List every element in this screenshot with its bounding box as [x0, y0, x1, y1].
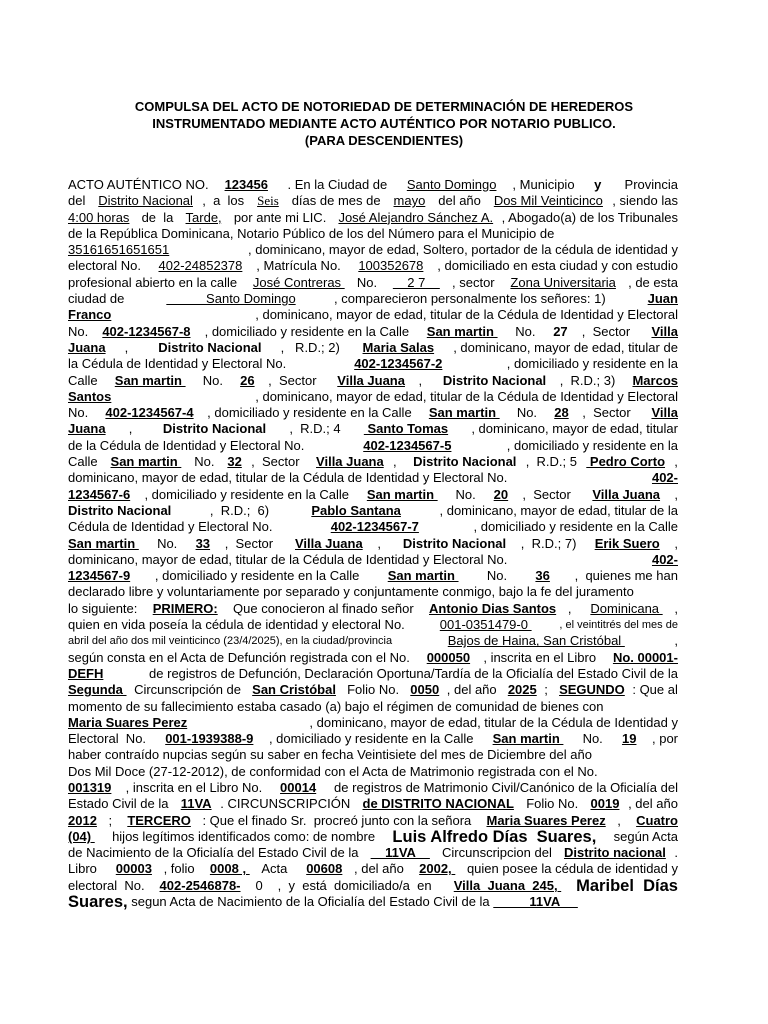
text-segment: Segunda [68, 682, 127, 698]
text-segment: 35161651651651 [68, 242, 170, 258]
text-segment: ciudad de [68, 291, 128, 307]
body-line [68, 242, 678, 258]
text-segment: , Sector [251, 454, 307, 470]
text-segment: por ante mi LIC. [230, 209, 330, 225]
text-segment: Villa [651, 323, 678, 339]
text-segment: declarado libre y voluntariamente por separado y conjuntamente conmigo, bajo la fe del juramento [68, 584, 634, 600]
text-segment: 2012 [68, 812, 97, 828]
title-line-3: (PARA DESCENDIENTES) [304, 133, 464, 148]
text-segment: San Cristóbal [252, 682, 336, 698]
text-segment: , [128, 421, 140, 437]
text-segment: 20 [493, 486, 509, 502]
text-segment: Cédula de Identidad y Electoral No. [68, 519, 277, 535]
text-segment: Franco [68, 307, 112, 323]
text-segment: No. [199, 372, 227, 388]
text-segment: , Matrícula No. [256, 258, 345, 274]
text-segment: , dominicano, mayor de edad, titular [471, 421, 678, 437]
text-segment: Pedro Corto [586, 454, 666, 470]
body-line [68, 878, 678, 894]
text-segment: SEGUNDO [559, 682, 625, 698]
text-segment: Cuatro [636, 812, 678, 828]
text-segment: , Sector [581, 323, 638, 339]
text-segment: electoral No. [68, 258, 145, 274]
text-segment: , domiciliado y residente en la Calle [154, 568, 363, 584]
text-segment: 33 [195, 535, 211, 551]
text-segment: días de mes de [288, 193, 385, 209]
text-segment: , [674, 600, 678, 616]
text-segment: Calle [68, 372, 102, 388]
text-segment: de la Cédula de Identidad y Electoral No. [68, 437, 308, 453]
text-segment: No. [511, 323, 540, 339]
text-segment: Antonio Dias Santos [429, 600, 557, 616]
text-segment: , domiciliado y residente en la Calle [207, 405, 416, 421]
text-segment: José Alejandro Sánchez A. [338, 209, 494, 225]
text-segment: , inscrita en el Libro [483, 649, 600, 665]
text-segment: No. [190, 454, 219, 470]
text-segment: , a los [202, 193, 248, 209]
text-segment: , dominicano, mayor de edad, Soltero, portador de la cédula de identidad y [248, 242, 678, 258]
text-segment: , [418, 372, 430, 388]
text-segment: , del año [628, 796, 678, 812]
text-segment: Villa [651, 405, 678, 421]
text-segment: , del año [446, 682, 501, 698]
text-segment: 0050 [410, 682, 440, 698]
text-segment: 1234567-6 [68, 486, 131, 502]
text-segment: Juana [68, 339, 106, 355]
body-line [68, 210, 678, 226]
text-segment: , dominicano, mayor de edad, titular de la Cédula de Identidad y Electoral [255, 388, 678, 404]
text-segment: dominicano, mayor de edad, titular de la Cédula de Identidad y Electoral No. [68, 470, 511, 486]
text-segment: 26 [240, 372, 255, 388]
body-line [68, 536, 678, 552]
text-segment: . CIRCUNSCRIPCIÓN [220, 796, 354, 812]
text-segment: Calle [68, 454, 102, 470]
body-line [68, 454, 678, 470]
body-line [68, 894, 678, 910]
text-segment: José Contreras [252, 274, 345, 290]
text-segment: Folio No. [522, 796, 582, 812]
text-segment: 0 [255, 877, 263, 893]
text-segment: PRIMERO: [152, 600, 218, 616]
text-segment: 100352678 [358, 258, 424, 274]
text-segment: Distrito Nacional [98, 193, 193, 209]
text-segment: Maria Salas [362, 339, 435, 355]
document-body [68, 177, 678, 910]
text-segment: San martin [114, 372, 186, 388]
text-segment: , domiciliado y residente en la Calle [473, 519, 678, 535]
text-segment: del [68, 193, 89, 209]
text-segment: 11VA [180, 796, 212, 812]
text-segment: Santo Tomas [363, 421, 449, 437]
text-segment: Tarde, [185, 209, 222, 225]
body-line [68, 682, 678, 698]
text-segment: San martin [428, 405, 500, 421]
body-line [68, 438, 678, 454]
text-segment: haber contraído nupcias según su saber en fecha Veintisiete del mes de Diciembre del año [68, 747, 592, 763]
body-line [68, 324, 678, 340]
text-segment: de la República Dominicana, Notario Público de los del Número para el Municipio de [68, 225, 555, 241]
text-segment: , domiciliado y residente en la Calle [204, 323, 413, 339]
text-segment: 00014 [280, 779, 317, 795]
text-segment: 402-1234567-4 [105, 405, 194, 421]
text-segment: 0008 , [209, 861, 250, 877]
body-line [68, 699, 678, 715]
text-segment: No. 00001- [612, 649, 678, 665]
body-line [68, 552, 678, 568]
body-line [68, 617, 678, 633]
text-segment: , dominicano, mayor de edad, titular de la Cédula de Identidad y [309, 714, 678, 730]
text-segment: Villa Juana [316, 454, 384, 470]
text-segment: San martin [366, 486, 438, 502]
text-segment: la Cédula de Identidad y Electoral No. [68, 356, 290, 372]
text-segment: No. [578, 731, 607, 747]
text-segment: Santos [68, 388, 112, 404]
body-line [68, 568, 678, 584]
text-segment: profesional abierto en la calle [68, 274, 241, 290]
text-segment: , de esta [628, 274, 678, 290]
text-segment: Electoral No. [68, 731, 150, 747]
text-segment: Distrito Nacional [162, 421, 267, 437]
text-segment: 2 7 [392, 274, 440, 290]
text-segment: , R.D.; 2) [280, 339, 344, 355]
text-segment: Juana [68, 421, 106, 437]
text-segment: Distrito Nacional [158, 339, 262, 355]
text-segment: según Acta [610, 828, 678, 844]
text-segment: Villa Juana 245, [453, 877, 562, 893]
text-segment: , [377, 535, 389, 551]
text-segment: , [124, 339, 140, 355]
text-segment: hijos legítimos identificados como: de nombre [108, 828, 379, 844]
text-segment: , siendo las [612, 193, 678, 209]
text-segment: , folio [163, 861, 199, 877]
body-line [68, 633, 678, 649]
text-segment: No. [68, 405, 92, 421]
text-segment: Villa Juana [337, 372, 405, 388]
body-line [68, 601, 678, 617]
body-line [68, 291, 678, 307]
text-segment: de la [137, 209, 177, 225]
text-segment: , por [651, 731, 678, 747]
text-segment: DEFH [68, 665, 104, 681]
text-segment: Santo Domingo [406, 177, 497, 192]
text-segment: 402-1234567-8 [102, 323, 191, 339]
text-segment: Distrito Nacional [413, 454, 517, 470]
body-line [68, 193, 678, 209]
text-segment: 402-1234567-5 [363, 437, 452, 453]
text-segment: , dominicano, mayor de edad, titular de la Cédula de Identidad y Electoral [255, 307, 678, 323]
text-segment: Libro [68, 861, 105, 877]
text-segment: quien en vida poseía la cédula de identidad y electoral No. [68, 617, 413, 633]
text-segment: mayo [393, 193, 426, 209]
text-segment: Villa Juana [295, 535, 363, 551]
text-segment: 000050 [426, 649, 471, 665]
text-segment: y [594, 177, 602, 192]
text-segment: 001-1939388-9 [165, 731, 254, 747]
text-segment: , inscrita en el Libro No. [125, 779, 266, 795]
text-segment: 36 [535, 568, 550, 584]
text-segment: 402-2546878- [159, 877, 241, 893]
body-line [68, 666, 678, 682]
text-segment: Maria Suares Perez [486, 812, 606, 828]
text-segment: electoral No. [68, 877, 145, 893]
text-segment: Dos Mil Doce (27-12-2012), de conformidad con el Acta de Matrimonio registrada con el No. [68, 763, 598, 779]
text-segment: 402- [651, 470, 678, 486]
body-line [68, 373, 678, 389]
text-segment: de DISTRITO NACIONAL [362, 796, 514, 812]
text-segment: San martin [387, 568, 459, 584]
body-line [68, 764, 678, 780]
text-segment: Marcos [632, 372, 678, 388]
text-segment: , el veintitrés del mes de [559, 619, 678, 632]
text-segment: Santo Domingo [166, 291, 296, 307]
text-segment: , Sector [268, 372, 324, 388]
text-segment: , del año [354, 861, 408, 877]
text-segment: dominicano, mayor de edad, titular de la Cédula de Identidad y Electoral No. [68, 551, 511, 567]
text-segment: Folio No. [343, 682, 403, 698]
text-segment: 402-1234567-7 [330, 519, 419, 535]
text-segment: , quienes me han [574, 568, 678, 584]
body-line [68, 731, 678, 747]
text-segment: 4:00 horas [68, 209, 130, 225]
text-segment: ; [544, 682, 552, 698]
body-line [68, 177, 678, 193]
body-line [68, 829, 678, 845]
text-segment: , [674, 486, 678, 502]
text-segment: , [674, 535, 678, 551]
title-line-1: COMPULSA DEL ACTO DE NOTORIEDAD DE DETERMINACIÓN DE HEREDEROS [134, 99, 634, 114]
text-segment: 11VA [493, 894, 578, 910]
text-segment: San martin [426, 323, 498, 339]
text-segment: , domiciliado y residente en la Calle [268, 731, 478, 747]
text-segment: 402-1234567-2 [354, 356, 443, 372]
text-segment: abril del año dos mil veinticinco (23/4/2025), en la ciudad/provincia [68, 635, 399, 648]
text-segment: : Que el finado Sr. procreó junto con la señora [202, 812, 475, 828]
text-segment: , R.D.; 7) [520, 535, 581, 551]
body-line [68, 421, 678, 437]
text-segment: , y está domiciliado/a en [277, 877, 439, 893]
text-segment: , Sector [522, 486, 579, 502]
body-line [68, 715, 678, 731]
body-line [68, 470, 678, 486]
text-segment: , [674, 633, 678, 649]
text-segment: ; [108, 812, 116, 828]
body-line [68, 796, 678, 812]
body-line [68, 356, 678, 372]
text-segment: del año [434, 193, 485, 209]
text-segment: No. [356, 274, 381, 290]
text-segment: Distrito Nacional [442, 372, 547, 388]
text-segment: , R.D.; 5 [525, 454, 577, 470]
text-segment: No. [483, 568, 511, 584]
title-line-2: INSTRUMENTADO MEDIANTE ACTO AUTÉNTICO POR NOTARIO PUBLICO. [152, 116, 616, 131]
text-segment: , domiciliado y residente en la Calle [144, 486, 353, 502]
text-segment: , R.D.; 3) [559, 372, 619, 388]
body-line [68, 584, 678, 600]
text-segment: San martin [68, 535, 139, 551]
body-line [68, 650, 678, 666]
text-segment: San martin [492, 731, 564, 747]
text-segment: San martin [110, 454, 182, 470]
text-segment: , [617, 812, 625, 828]
body-line [68, 487, 678, 503]
body-line [68, 258, 678, 274]
text-segment: Villa Juana [592, 486, 661, 502]
text-segment: Distrito nacional [563, 845, 666, 861]
text-segment: 00608 [306, 861, 343, 877]
text-segment: Estado Civil de la [68, 796, 173, 812]
text-segment: Provincia [617, 177, 678, 192]
text-segment: Distrito Nacional [68, 502, 172, 518]
text-segment: Suares, [68, 893, 128, 912]
body-line [68, 503, 678, 519]
text-segment: Acta [261, 861, 295, 877]
body-line [68, 813, 678, 829]
text-segment: Juan [647, 291, 678, 307]
text-segment: 123456 [224, 177, 268, 192]
text-segment: , dominicano, mayor de edad, titular de [453, 339, 678, 355]
text-segment: 11VA [370, 845, 430, 861]
text-segment: , [674, 454, 678, 470]
text-segment: , R.D.; 4 [289, 421, 341, 437]
document-title [60, 98, 708, 149]
text-segment: (04) [68, 828, 95, 844]
text-segment: 001319 [68, 779, 112, 795]
text-segment: Zona Universitaria [510, 274, 616, 290]
text-segment: 32 [227, 454, 242, 470]
text-segment: TERCERO [127, 812, 191, 828]
text-segment: , domiciliado y residente en la [506, 356, 678, 372]
text-segment: 001-0351479-0 [439, 617, 532, 633]
text-segment: , [393, 454, 404, 470]
text-segment: No. [153, 535, 181, 551]
text-segment: Circunscripcion del [438, 845, 556, 861]
body-line [68, 845, 678, 861]
text-segment: 2002, [419, 861, 456, 877]
text-segment: 27 [553, 323, 568, 339]
text-segment: , domiciliado en esta ciudad y con estudio [437, 258, 678, 274]
body-line [68, 307, 678, 323]
text-segment: 0019 [590, 796, 620, 812]
text-segment: 19 [621, 731, 637, 747]
body-line [68, 780, 678, 796]
text-segment: 402-24852378 [158, 258, 243, 274]
body-line [68, 226, 678, 242]
text-segment: , R.D.; 6) [209, 502, 273, 518]
text-segment: : Que al [632, 682, 678, 698]
text-segment: , dominicano, mayor de edad, titular de la [439, 502, 678, 518]
text-segment: , sector [452, 274, 499, 290]
body-line [68, 519, 678, 535]
text-segment: , Municipio [512, 177, 579, 192]
text-segment: . [674, 845, 678, 861]
text-segment: Circunscripción de [134, 682, 245, 698]
text-segment: según consta en el Acta de Defunción registrada con el No. [68, 649, 414, 665]
text-segment: , domiciliado y residente en la [506, 437, 678, 453]
text-segment: quien posee la cédula de identidad y [466, 861, 678, 877]
text-segment: momento de su fallecimiento estaba casado (a) bajo el régimen de comunidad de bienes con [68, 698, 604, 714]
text-segment: Distrito Nacional [402, 535, 507, 551]
text-segment: Erik Suero [594, 535, 660, 551]
text-segment: segun Acta de Nacimiento de la Oficialía del Estado Civil de la [127, 894, 494, 910]
text-segment: , [567, 600, 579, 616]
text-segment: Pablo Santana [311, 502, 401, 518]
text-segment: , Sector [224, 535, 281, 551]
body-line [68, 340, 678, 356]
text-segment: 28 [554, 405, 569, 421]
text-segment: . En la Ciudad de [283, 177, 391, 192]
text-segment: de registros de Defunción, Declaración Oportuna/Tardía de la Oficialía del Estado Civil de la [145, 665, 678, 681]
text-segment: Luis Alfredo Días Suares, [392, 827, 597, 846]
body-line [68, 389, 678, 405]
text-segment: 1234567-9 [68, 568, 131, 584]
body-line [68, 747, 678, 763]
text-segment: 402- [651, 551, 678, 567]
body-line [68, 861, 678, 877]
text-segment: Dos Mil Veinticinco [493, 193, 603, 209]
text-segment: ACTO AUTÉNTICO NO. [68, 177, 209, 192]
text-segment: de Nacimiento de la Oficialía del Estado Civil de la [68, 845, 363, 861]
text-segment: Bajos de Haina, San Cristóbal [447, 633, 625, 649]
text-segment: , Abogado(a) de los Tribunales [501, 209, 678, 225]
text-segment: lo siguiente: [68, 600, 141, 616]
text-segment: No. [451, 486, 480, 502]
text-segment: Seis [257, 193, 279, 209]
text-segment: , comparecieron personalmente los señores: 1) [334, 291, 610, 307]
text-segment: 2025 [507, 682, 537, 698]
text-segment: Maribel Días [576, 876, 678, 895]
text-segment: Que conocieron al finado señor [229, 600, 418, 616]
text-segment: de registros de Matrimonio Civil/Canónico de la Oficialía del [330, 779, 678, 795]
body-line [68, 405, 678, 421]
text-segment: No. [513, 405, 541, 421]
text-segment: , Sector [582, 405, 638, 421]
text-segment: Maria Suares Perez [68, 714, 188, 730]
body-line [68, 275, 678, 291]
text-segment: 00003 [115, 861, 152, 877]
text-segment: No. [68, 323, 89, 339]
text-segment: Dominicana [590, 600, 663, 616]
